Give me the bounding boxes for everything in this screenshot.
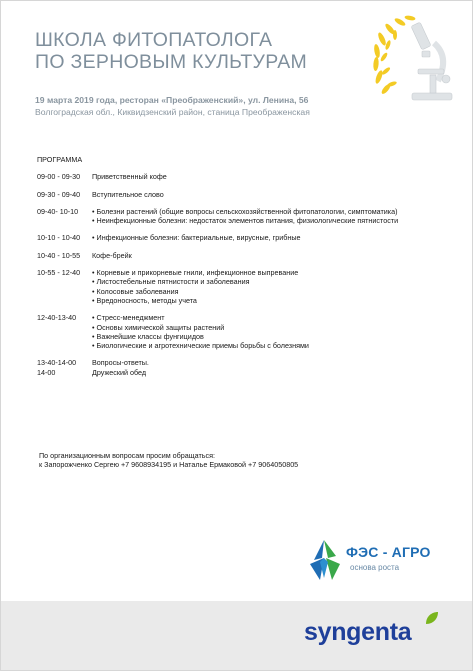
program-items	[92, 368, 146, 377]
program-heading: ПРОГРАММА	[37, 155, 83, 164]
program-item: • Вредоносность, методы учета	[92, 296, 298, 305]
program-time: 10-10 - 10-40	[37, 233, 81, 243]
program-time: 13-40-14-00	[37, 358, 77, 368]
event-location: Волгоградская обл., Киквидзенский район, станица Преображенская	[35, 107, 310, 117]
program-items	[92, 190, 164, 199]
program-row	[37, 207, 398, 226]
program-item: • Основы химической защиты растений	[92, 323, 309, 332]
program-time: 09-40- 10-10	[37, 206, 79, 216]
program-item: • Инфекционные болезни: бактериальные, вирусные, грибные	[92, 233, 301, 242]
program-items	[92, 172, 167, 181]
program-section	[37, 155, 398, 385]
program-item: • Важнейшие классы фунгицидов	[92, 332, 309, 341]
wheat-wreath-microscope-icon	[364, 9, 460, 109]
program-row	[37, 172, 398, 181]
contact-line-2: к Запорожченко Сергею +7 9608934195 и Наталье Ермаковой +7 9064050805	[39, 460, 299, 470]
program-item: • Корневые и прикорневые гнили, инфекционное выпревание	[92, 268, 298, 277]
fes-agro-tagline: основа роста	[350, 563, 400, 572]
program-items	[92, 358, 149, 367]
program-item: Приветственный кофе	[92, 172, 167, 182]
program-items	[92, 233, 301, 242]
syngenta-logo	[304, 618, 444, 660]
program-item: • Неинфекционные болезни: недостаток элементов питания, физиологические пятнистости	[92, 216, 398, 225]
program-items	[92, 313, 309, 350]
program-item: • Болезни растений (общие вопросы сельскохозяйственной фитопатологии, симптоматика)	[92, 207, 398, 216]
fes-agro-name: ФЭС - АГРО	[346, 544, 431, 560]
program-item: Вступительное слово	[92, 189, 164, 199]
fes-agro-leaf-icon	[306, 538, 344, 582]
title-line-1: ШКОЛА ФИТОПАТОЛОГА	[35, 29, 273, 51]
page-title	[35, 29, 307, 73]
program-time: 12-40-13-40	[37, 313, 77, 323]
program-items	[92, 207, 398, 226]
program-row	[37, 358, 398, 367]
program-item: • Биологические и агротехнические приемы борьбы с болезнями	[92, 341, 309, 350]
program-item: Кофе-брейк	[92, 250, 132, 260]
program-row	[37, 313, 398, 350]
syngenta-wordmark: syngenta	[304, 618, 412, 646]
program-items	[92, 268, 298, 305]
program-item: Дружеский обед	[92, 367, 147, 377]
program-item: • Листостебельные пятнистости и заболевания	[92, 277, 298, 286]
event-date-venue: 19 марта 2019 года, ресторан «Преображенский», ул. Ленина, 56	[35, 95, 309, 105]
program-time: 09-30 - 09-40	[37, 189, 81, 199]
program-row	[37, 190, 398, 199]
program-item: Вопросы-ответы.	[92, 358, 149, 368]
program-time: 14-00	[37, 367, 56, 377]
program-item: • Колосовые заболевания	[92, 287, 298, 296]
program-row	[37, 268, 398, 305]
program-row	[37, 233, 398, 242]
program-time: 10-40 - 10-55	[37, 250, 81, 260]
fes-agro-logo	[306, 538, 431, 582]
program-row	[37, 251, 398, 260]
program-items	[92, 251, 132, 260]
title-line-2: ПО ЗЕРНОВЫМ КУЛЬТУРАМ	[35, 51, 308, 73]
contact-line-1: По организационным вопросам просим обращаться:	[39, 451, 216, 460]
contact-info	[39, 451, 298, 470]
syngenta-leaf-icon	[424, 610, 440, 626]
program-item: • Стресс-менеджмент	[92, 313, 309, 322]
program-time: 09-00 - 09-30	[37, 172, 81, 182]
program-row	[37, 368, 398, 377]
program-time: 10-55 - 12-40	[37, 268, 81, 278]
